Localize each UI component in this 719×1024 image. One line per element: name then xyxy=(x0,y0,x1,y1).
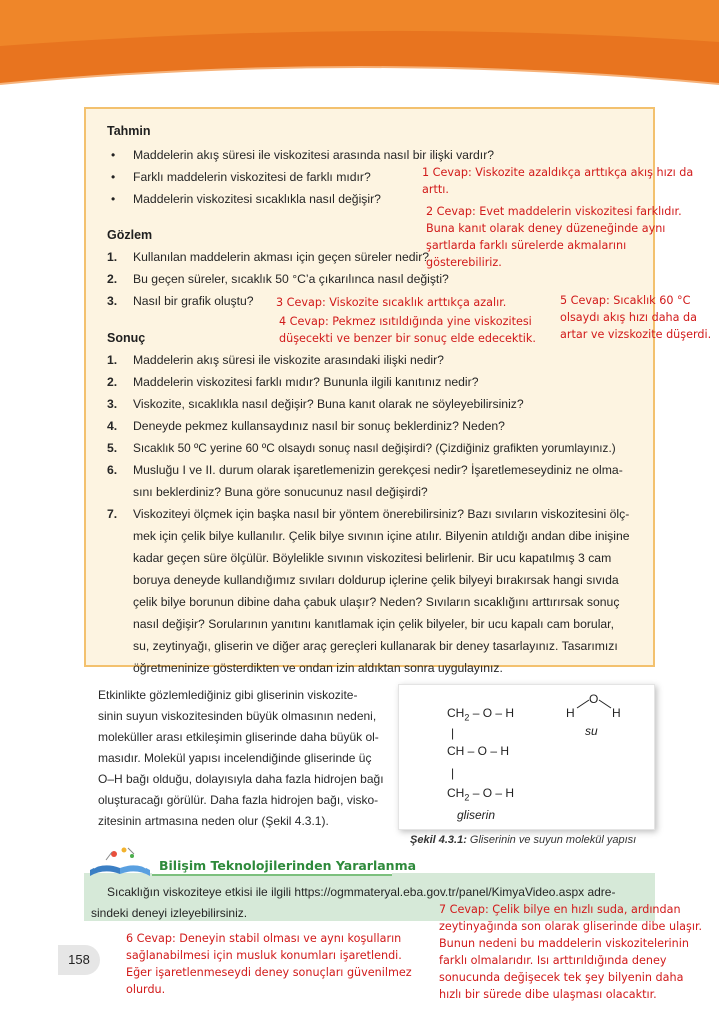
result-item: mek için çelik bilye kullanılır. Çelik bilye sıvının içine atılır. Bilyenin atıldığı andan dibe inişine xyxy=(133,529,630,543)
item-number: 5. xyxy=(107,441,118,455)
prediction-item: Maddelerin akış süresi ile viskozitesi arasında nasıl bir ilişki vardır? xyxy=(133,148,495,162)
figure-caption: Şekil 4.3.1: Gliserinin ve suyun molekül yapısı xyxy=(410,834,637,846)
item-number: 6. xyxy=(107,463,118,477)
it-section-title: Bilişim Teknolojilerinden Yararlanma xyxy=(159,858,417,873)
answer-6: 6 Cevap: Deneyin stabil olması ve aynı koşulların sağlanabilmesi için musluk konumları işaretlendi. Eğer işaretlenmeseydi deney sonuçları güvenilmez olurdu. xyxy=(126,932,412,996)
result-item: öğretmeninize gösterdikten ve ondan izin aldıktan sonra uygulayınız. xyxy=(133,661,503,675)
body-line: moleküller arası etkileşimin gliserinde daha büyük ol- xyxy=(98,730,379,744)
observation-title: Gözlem xyxy=(107,228,153,242)
bullet-icon: • xyxy=(111,148,116,162)
result-item: Viskozite, sıcaklıkla nasıl değişir? Buna kanıt olarak ne söyleyebilirsiniz? xyxy=(133,397,524,411)
item-number: 7. xyxy=(107,507,118,521)
water-label: su xyxy=(585,724,598,738)
it-section-text: Sıcaklığın viskoziteye etkisi ile ilgili https://ogmmateryal.eba.gov.tr/panel/KimyaVideo.aspx adre- xyxy=(107,885,616,899)
it-section-text: sindeki deneyi izleyebilirsiniz. xyxy=(91,906,248,920)
result-item: su, zeytinyağı, gliserin ve diğer araç gereçleri kullanarak bir deney tasarlayınız. Tasarımızı xyxy=(133,639,618,653)
item-number: 2. xyxy=(107,272,118,286)
result-item: sını beklerdiniz? Buna göre sonucunuz nasıl değişirdi? xyxy=(133,485,428,499)
body-line: O–H bağı olduğu, dolayısıyla daha fazla hidrojen bağı xyxy=(98,772,384,786)
water-hydrogen-left: H xyxy=(566,706,575,720)
result-item: Sıcaklık 50 ºC yerine 60 ºC olsaydı sonuç nasıl değişirdi? (Çizdiğiniz grafikten yorumlayınız.) xyxy=(133,441,616,455)
answer-1: 1 Cevap: Viskozite azaldıkça arttıkça akış hızı da arttı. xyxy=(422,166,694,196)
answer-7: 7 Cevap: Çelik bilye en hızlı suda, ardından zeytinyağında son olarak gliserinde dibe ulaşır. Bunun nedeni bu maddelerin viskozitelerinin farklı olmalarıdır. Isı arttırıldığında deney sonucunda değişecek tek şey bilyenin daha hızlı bir sürede dibe ulaşması olacaktır. xyxy=(439,903,703,1001)
answer-4: 4 Cevap: Pekmez ısıtıldığında yine viskozitesi düşecekti ve benzer bir sonuç elde edecektik. xyxy=(279,315,536,345)
glycerin-row-2: CH – O – H xyxy=(447,744,510,758)
glycerin-row-1: $CH_2$ – O – H xyxy=(447,706,515,723)
glycerin-row-3: $CH_2$ – O – H xyxy=(447,786,515,803)
answer-3: 3 Cevap: Viskozite sıcaklık arttıkça azalır. xyxy=(276,296,507,309)
bullet-icon: • xyxy=(111,192,116,206)
answer-2: 2 Cevap: Evet maddelerin viskozitesi farklıdır. Buna kanıt olarak deney düzeneğinde aynı şartlarda farklı sürelerde akmalarını gösterebiliriz. xyxy=(426,205,682,269)
result-item: çelik bilye borunun dibine daha çabuk ulaşır? Neden? Sıvıların sıcaklığını arttırırsak sonuç xyxy=(133,595,620,609)
item-number: 3. xyxy=(107,397,118,411)
prediction-title: Tahmin xyxy=(107,124,151,138)
glycerin-label: gliserin xyxy=(457,808,496,822)
answer-5: 5 Cevap: Sıcaklık 60 °C olsaydı akış hızı daha da artar ve vizskozite düşerdi. xyxy=(560,294,712,341)
bullet-icon: • xyxy=(111,170,116,184)
result-item: nasıl değişir? Sorularının yanıtını kanıtlamak için çelik bilyeler, bir ucu kapalı cam borular, xyxy=(133,617,614,631)
observation-item: Kullanılan maddelerin akması için geçen süreler nedir? xyxy=(133,250,430,264)
observation-item: Nasıl bir grafik oluştu? xyxy=(133,294,254,308)
water-hydrogen-right: H xyxy=(612,706,621,720)
body-line: zitesinin artmasına neden olur (Şekil 4.3.1). xyxy=(98,814,329,828)
body-line: Etkinlikte gözlemlediğiniz gibi gliserinin viskozite- xyxy=(98,688,358,702)
item-number: 1. xyxy=(107,353,118,367)
result-item: Viskoziteyi ölçmek için başka nasıl bir yöntem önerebilirsiniz? Bazı sıvıların viskozitesini ölç- xyxy=(133,507,630,521)
result-item: Maddelerin akış süresi ile viskozite arasındaki ilişki nedir? xyxy=(133,353,444,367)
page-number: 158 xyxy=(58,945,100,975)
observation-item: Bu geçen süreler, sıcaklık 50 °C’a çıkarılınca nasıl değişti? xyxy=(133,272,449,286)
page-header-decoration xyxy=(0,0,719,120)
body-line: masıdır. Molekül yapısı incelendiğinde gliserinde üç xyxy=(98,751,372,765)
result-item: Deneyde pekmez kullansaydınız nasıl bir sonuç beklerdiniz? Neden? xyxy=(133,419,505,433)
glycerin-bond: | xyxy=(451,766,455,780)
glycerin-bond: | xyxy=(451,726,455,740)
result-item: boruya deneyde kullandığımız sıvıları doldurup içlerine çelik bilyeyi bırakırsak hangi sıvıda xyxy=(133,573,619,587)
body-line: sinin suyun viskozitesinden büyük olmasının nedeni, xyxy=(98,709,377,723)
prediction-item: Maddelerin viskozitesi sıcaklıkla nasıl değişir? xyxy=(133,192,381,206)
item-number: 2. xyxy=(107,375,118,389)
item-number: 3. xyxy=(107,294,118,308)
item-number: 4. xyxy=(107,419,118,433)
result-item: kadar geçen süre ölçülür. Böylelikle sıvının viskozitesi belirlenir. Bir ucu kapatılmış 3 cam xyxy=(133,551,612,565)
prediction-item: Farklı maddelerin viskozitesi de farklı mıdır? xyxy=(133,170,371,184)
item-number: 1. xyxy=(107,250,118,264)
body-line: oluşturacağı görülür. Daha fazla hidrojen bağı, visko- xyxy=(98,793,379,807)
result-item: Musluğu I ve II. durum olarak işaretlemenizin gerekçesi nedir? İşaretlemeseydiniz ne olma- xyxy=(133,463,623,477)
result-title: Sonuç xyxy=(107,331,146,345)
result-item: Maddelerin viskozitesi farklı mıdır? Bununla ilgili kanıtınız nedir? xyxy=(133,375,479,389)
water-oxygen: O xyxy=(589,692,599,706)
